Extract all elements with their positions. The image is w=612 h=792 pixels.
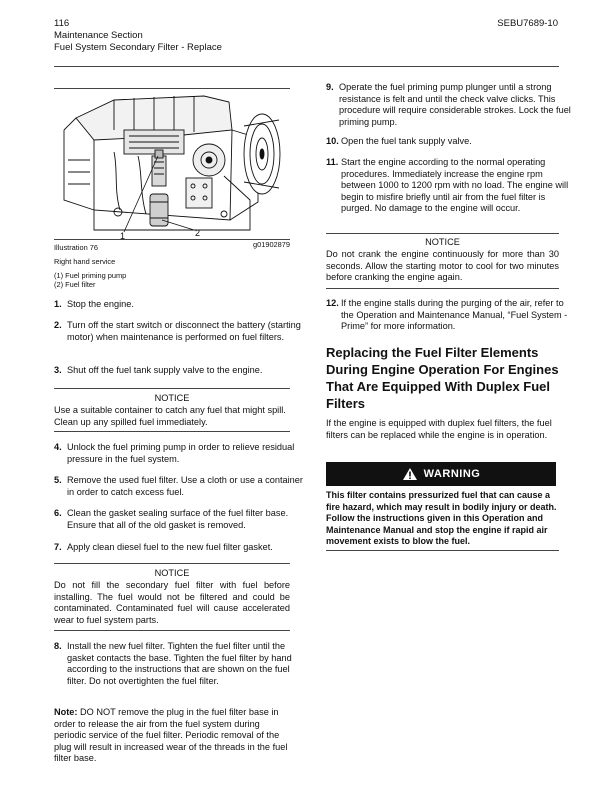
illustration-caption: Right hand service [54,257,116,266]
note-label: Note: [54,707,78,717]
notice-rule [326,233,559,234]
notice-rule [326,288,559,289]
section-title: Maintenance Section [54,30,143,41]
notice-rule [54,388,290,389]
illustration-title: Illustration 76 [54,243,98,252]
step-item: 1. Stop the engine. [54,299,134,309]
callout-2: 2 [195,228,201,238]
notice-text: Use a suitable container to catch any fuel that might spill. Clean up any spilled fuel immediately. [54,405,286,427]
notice-rule [54,630,290,631]
notice-title: NOTICE [425,237,460,247]
step-item: 2. Turn off the start switch or disconnect the battery (starting motor) when maintenance is performed on fuel filters. [54,320,301,342]
warning-text: This filter contains pressurized fuel that can cause a fire hazard, which may result in bodily injury or death. Follow the instructions given in this Operation and Maintenance Manual and stop the engine if rapid air movement exists to blow the fuel. [326,490,557,547]
notice-title: NOTICE [154,393,190,403]
doc-number: SEBU7689-10 [497,18,558,29]
notice-text: Do not fill the secondary fuel filter with fuel before installing. The fuel would not be filtered and could be contaminated. Contaminated fuel will cause accelerated wear to fuel system parts. [54,580,290,625]
step-item: 7. Apply clean diesel fuel to the new fuel filter gasket. [54,542,273,552]
warning-rule [326,550,559,551]
step-item: 8. Install the new fuel filter. Tighten the fuel filter until the gasket contacts the base. Tighten the fuel filter by hand according to the instructions that are shown on the fuel filter. Do not overtighten the fuel filter. [54,641,292,686]
illustration-top-rule [54,88,290,89]
step-item: 4. Unlock the fuel priming pump in order to relieve residual pressure in the fuel system. [54,442,295,464]
note-paragraph: Note: DO NOT remove the plug in the fuel filter base in order to release the air from the fuel system during periodic service of the fuel filter. Periodic removal of the plug will result in increased wear of the threads in the fuel filter base. [54,707,288,764]
warning-triangle-icon [402,467,418,481]
step-item: 5. Remove the used fuel filter. Use a cloth or use a container in order to catch excess fuel. [54,475,303,497]
step-item: 6. Clean the gasket sealing surface of the fuel filter base. Ensure that all of the old gasket is removed. [54,508,289,530]
legend-item: (1) Fuel priming pump [54,271,127,280]
notice-text: Do not crank the engine continuously for more than 30 seconds. Allow the starting motor to cool for two minutes before cranking the engine again. [326,249,559,283]
notice-rule [54,431,290,432]
notice-title: NOTICE [154,568,190,578]
subsection-title: Fuel System Secondary Filter - Replace [54,42,222,53]
step-item: 9. Operate the fuel priming pump plunger until a strong resistance is felt and until the check valve clicks. This procedure will require considerable strokes. Lock the fuel priming pump. [326,82,571,127]
engine-illustration [54,90,290,240]
step-item: 10. Open the fuel tank supply valve. [326,136,472,146]
notice-rule [54,563,290,564]
step-item: 12. If the engine stalls during the purging of the air, refer to the Operation and Maintenance Manual, “Fuel System - Prime” for more information. [326,298,568,332]
section-intro: If the engine is equipped with duplex fuel filters, the fuel filters can be replaced while the engine is in operation. [326,418,552,440]
warning-banner [326,462,556,486]
callout-1: 1 [120,231,126,240]
header-rule [54,66,559,67]
page-number: 116 [54,18,70,29]
warning-label: WARNING [423,468,481,480]
legend-item: (2) Fuel filter [54,280,96,289]
section-heading: Replacing the Fuel Filter Elements During Engine Operation For Engines That Are Equipped With Duplex Fuel Filters [326,345,559,411]
step-item: 3. Shut off the fuel tank supply valve to the engine. [54,365,263,375]
illustration-code: g01902879 [253,240,290,249]
step-item: 11. Start the engine according to the normal operating procedures. Immediately increase the engine rpm between 1000 to 1200 rpm with no load. The engine will begin to misfire briefly until air from the fuel filter is purged. No damage to the engine will occur. [326,157,569,214]
